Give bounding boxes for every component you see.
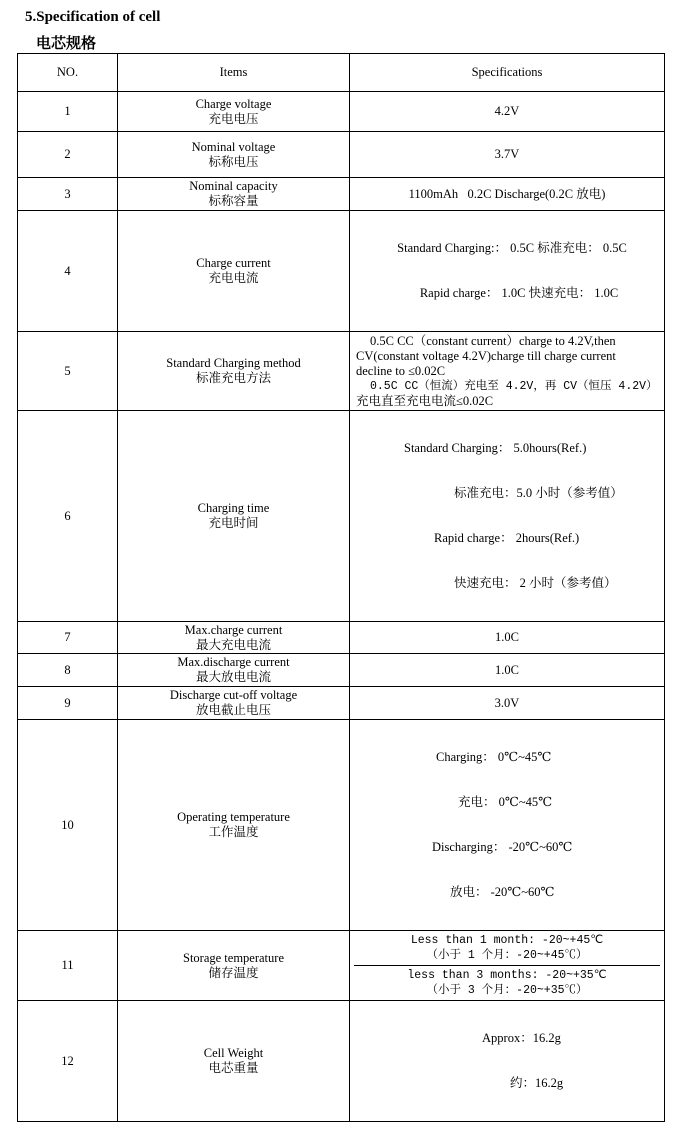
spec-line: Charging： 0℃~45℃ [436,750,552,764]
row-item [118,654,350,687]
table-row [18,687,665,720]
row-item [118,132,350,178]
row-item [118,411,350,622]
item-cn: 放电截止电压 [195,703,271,717]
table-header-row [18,54,665,92]
row-no: 7 [18,622,118,654]
header-specs: Specifications [350,54,665,92]
item-en: Nominal voltage [191,139,276,154]
row-spec [350,931,665,1001]
spec-line: Discharging： -20℃~60℃ [432,840,573,854]
spec-line: （小于 3 个月：-20~+35℃） [426,984,588,997]
table-row [18,654,665,687]
row-spec [350,211,665,332]
spec-line: 充电直至充电电流≤0.02C [356,393,494,408]
header-no: NO. [18,54,118,92]
spec-line: 快速充电： 2 小时（参考值） [454,576,617,590]
spec-line: Approx：16.2g [482,1031,561,1045]
row-spec: 4.2V [350,92,665,132]
item-cn: 电芯重量 [208,1061,259,1075]
row-no: 3 [18,178,118,211]
table-row [18,92,665,132]
row-item [118,178,350,211]
table-row [18,211,665,332]
row-item [118,720,350,931]
item-en: Operating temperature [177,810,290,824]
spec-line: 0.5C CC（恒流）充电至 4.2V，再 CV（恒压 4.2V） [370,379,658,393]
row-no: 2 [18,132,118,178]
spec-line: 充电： 0℃~45℃ [458,795,553,809]
row-spec [350,332,665,411]
spec-line: Rapid charge： 1.0C 快速充电： 1.0C [419,286,619,300]
spec-upper [354,931,660,966]
row-spec [350,411,665,622]
table-row [18,411,665,622]
item-en: Storage temperature [183,950,284,965]
table-row [18,720,665,931]
item-en: Charging time [197,501,270,515]
spec-line: Rapid charge： 2hours(Ref.) [434,531,580,545]
spec-lower [354,966,660,1000]
spec-line: 0.5C CC（constant current）charge to 4.2V,then [370,333,616,348]
spec-line: 放电： -20℃~60℃ [450,885,555,899]
row-no: 8 [18,654,118,687]
item-cn: 工作温度 [208,825,259,839]
item-en: Standard Charging method [166,356,301,370]
row-item [118,931,350,1001]
spec-line: 约：16.2g [510,1076,564,1090]
row-item [118,1001,350,1122]
row-no: 4 [18,211,118,332]
item-en: Discharge cut-off voltage [169,688,298,702]
spec-line: 标准充电：5.0 小时（参考值） [454,486,623,500]
row-no: 12 [18,1001,118,1122]
item-cn: 充电时间 [208,516,259,530]
item-en: Max.discharge current [177,655,290,669]
row-item [118,687,350,720]
item-cn: 充电电压 [208,111,259,126]
section-title: 5.Specification of cell [25,9,161,25]
item-cn: 标称容量 [208,194,259,208]
item-en: Charge voltage [195,96,272,111]
item-en: Charge current [196,256,271,270]
item-cn: 标准充电方法 [195,371,271,385]
row-item [118,332,350,411]
spec-line: （小于 1 个月：-20~+45℃） [426,949,588,962]
header-items: Items [118,54,350,92]
item-cn: 最大放电电流 [195,670,271,684]
table-row [18,132,665,178]
row-spec [350,720,665,931]
row-spec: 3.7V [350,132,665,178]
row-item [118,622,350,654]
spec-line: CV(constant voltage 4.2V)charge till charge current [356,348,616,363]
table-row [18,1001,665,1122]
table-row [18,622,665,654]
row-no: 10 [18,720,118,931]
row-item [118,92,350,132]
spec-table [17,53,665,1122]
row-no: 9 [18,687,118,720]
spec-line: decline to ≤0.02C [356,363,446,378]
row-no: 5 [18,332,118,411]
item-cn: 充电电流 [208,271,259,285]
item-en: Max.charge current [184,622,283,637]
row-no: 6 [18,411,118,622]
table-row [18,178,665,211]
spec-line: Standard Charging： 5.0hours(Ref.) [404,441,587,455]
item-en: Nominal capacity [189,179,278,193]
item-cn: 最大充电电流 [195,637,271,652]
row-spec: 1.0C [350,622,665,654]
row-spec: 3.0V [350,687,665,720]
item-cn: 储存温度 [208,965,259,980]
spec-line: less than 3 months: -20~+35℃ [407,969,607,982]
spec-line: Standard Charging:： 0.5C 标准充电： 0.5C [397,241,627,255]
row-spec: 1100mAh 0.2C Discharge(0.2C 放电) [350,178,665,211]
row-no: 11 [18,931,118,1001]
table-row [18,931,665,1001]
section-subtitle: 电芯规格 [36,36,97,52]
row-spec [350,1001,665,1122]
item-en: Cell Weight [203,1046,264,1060]
row-spec: 1.0C [350,654,665,687]
spec-line: Less than 1 month: -20~+45℃ [410,934,604,947]
row-no: 1 [18,92,118,132]
item-cn: 标称电压 [208,154,259,169]
table-row [18,332,665,411]
row-item [118,211,350,332]
